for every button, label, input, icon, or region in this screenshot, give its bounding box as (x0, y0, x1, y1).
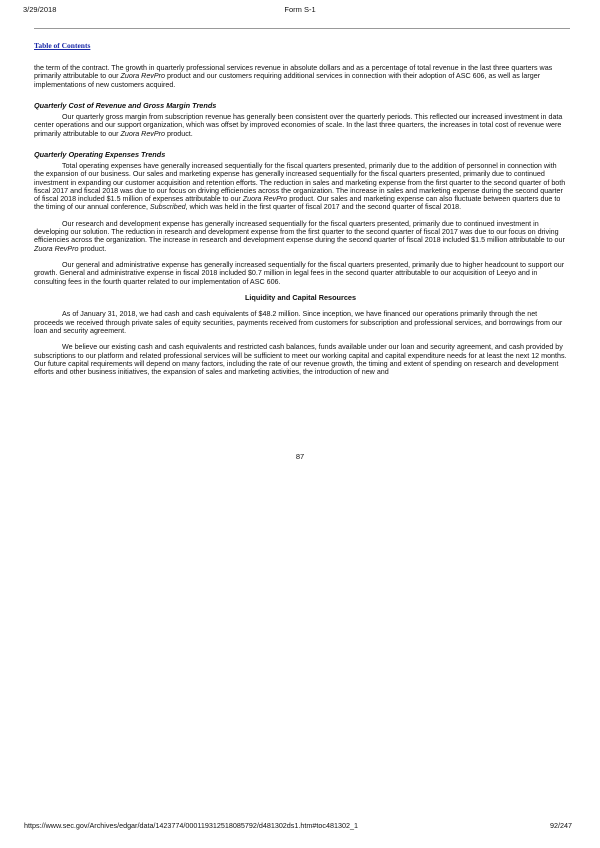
footer-page-count: 92/247 (550, 821, 572, 830)
product-name: Zuora RevPro (242, 195, 288, 203)
section-heading-operating-expenses: Quarterly Operating Expenses Trends (34, 149, 166, 159)
general-administrative-paragraph: Our general and administrative expense has generally increased sequentially for the fiscal quarters presented, primarily due to higher headcount to support our growth. General and administrative expense in fiscal 2018 included $0.7 million in legal fees in the second quarter attributable to our acquisition of Leeyo and in consulting fees in the fourth quarter related to our implementation of ASC 606. (34, 261, 565, 286)
text-run: Our quarterly gross margin from subscription revenue has generally been consistent over the quarterly periods. This reflected our increased investment in data center operations and our support organization, which was offset by improved economies of scale. In the last three quarters, the increases in total cost of revenue were primarily attributable to our (34, 113, 563, 138)
product-name: Zuora RevPro (34, 244, 79, 253)
text-run: product. (78, 244, 107, 253)
header-divider (34, 28, 570, 29)
text-run: product. Our sales and marketing expense can also fluctuate between quarters due to the timing of our annual conference, (34, 195, 561, 212)
document-body (34, 64, 567, 385)
page-number: 87 (295, 452, 305, 461)
section-heading-cost-of-revenue: Quarterly Cost of Revenue and Gross Margin Trends (34, 100, 217, 110)
liquidity-paragraph-2: We believe our existing cash and cash equivalents and restricted cash balances, funds available under our loan and security agreement, and cash provided by subscriptions to our platform and related professional services will be sufficient to meet our working capital and capital expenditure needs for at least the next 12 months. Our future capital requirements will depend on many factors, including the rate of our revenue growth, the timing and extent of spending on research and development efforts and other business initiatives, the expansion of sales and marketing activities, the introduction of new and (34, 343, 567, 377)
footer-url: https://www.sec.gov/Archives/edgar/data/1423774/000119312518085792/d481302ds1.htm#toc481302_1 (24, 821, 358, 830)
header-date: 3/29/2018 (23, 5, 57, 14)
conference-name: Subscribed (149, 203, 186, 212)
cost-of-revenue-paragraph (34, 113, 567, 138)
text-run: product. (164, 129, 193, 138)
product-name: Zuora RevPro (120, 72, 165, 81)
text-run: the term of the contract. The growth in quarterly professional services revenue in absolute dollars and as a percentage of total revenue in the last three quarters was primarily attributable to our (34, 64, 553, 81)
text-run: , which was held in the first quarter of fiscal 2017 and the second quarter of fiscal 2018. (185, 203, 462, 212)
header-title: Form S-1 (284, 5, 316, 14)
text-run: Total operating expenses have generally increased sequentially for the fiscal quarters presented, primarily due to the addition of personnel in connection with the expansion of our business. Our sales and marketing expense has generally increased sequentially for the fiscal quarters presented, primarily due to continued investment in expanding our customer acquisition and retention efforts. The reduction in sales and marketing expense from the first quarter to the second quarter of both fiscal 2017 and fiscal 2018 was due to our focus on driving efficiencies across the organization. The increase in sales and marketing expense during the second quarter of fiscal 2018 included $1.5 million of expenses attributable to our (34, 162, 566, 203)
intro-paragraph (34, 64, 567, 89)
table-of-contents-link[interactable]: Table of Contents (34, 41, 91, 50)
section-heading-liquidity: Liquidity and Capital Resources (244, 293, 357, 303)
research-development-paragraph (34, 220, 567, 253)
text-run: Our research and development expense has generally increased sequentially for the fiscal quarters presented, primarily due to continued investment in developing our solution. The reduction in research and development expense from the first quarter to the second quarter of fiscal 2017 was due to our focus on driving efficiencies across the organization. The increase in research and development expense during the second quarter of fiscal 2018 included $1.5 million attributable to our (34, 219, 565, 245)
text-run: product and our customers requiring additional services in connection with their adoption of ASC 606, as well as larger implementations of new customers acquired. (34, 72, 541, 89)
operating-expenses-paragraph (34, 162, 567, 212)
liquidity-paragraph-1: As of January 31, 2018, we had cash and cash equivalents of $48.2 million. Since inception, we have financed our operations primarily through the net proceeds we received through private sales of equity securities, payments received from customers for subscription and professional services, and borrowings from our loan and security agreement. (34, 310, 563, 335)
product-name: Zuora RevPro (120, 129, 165, 138)
